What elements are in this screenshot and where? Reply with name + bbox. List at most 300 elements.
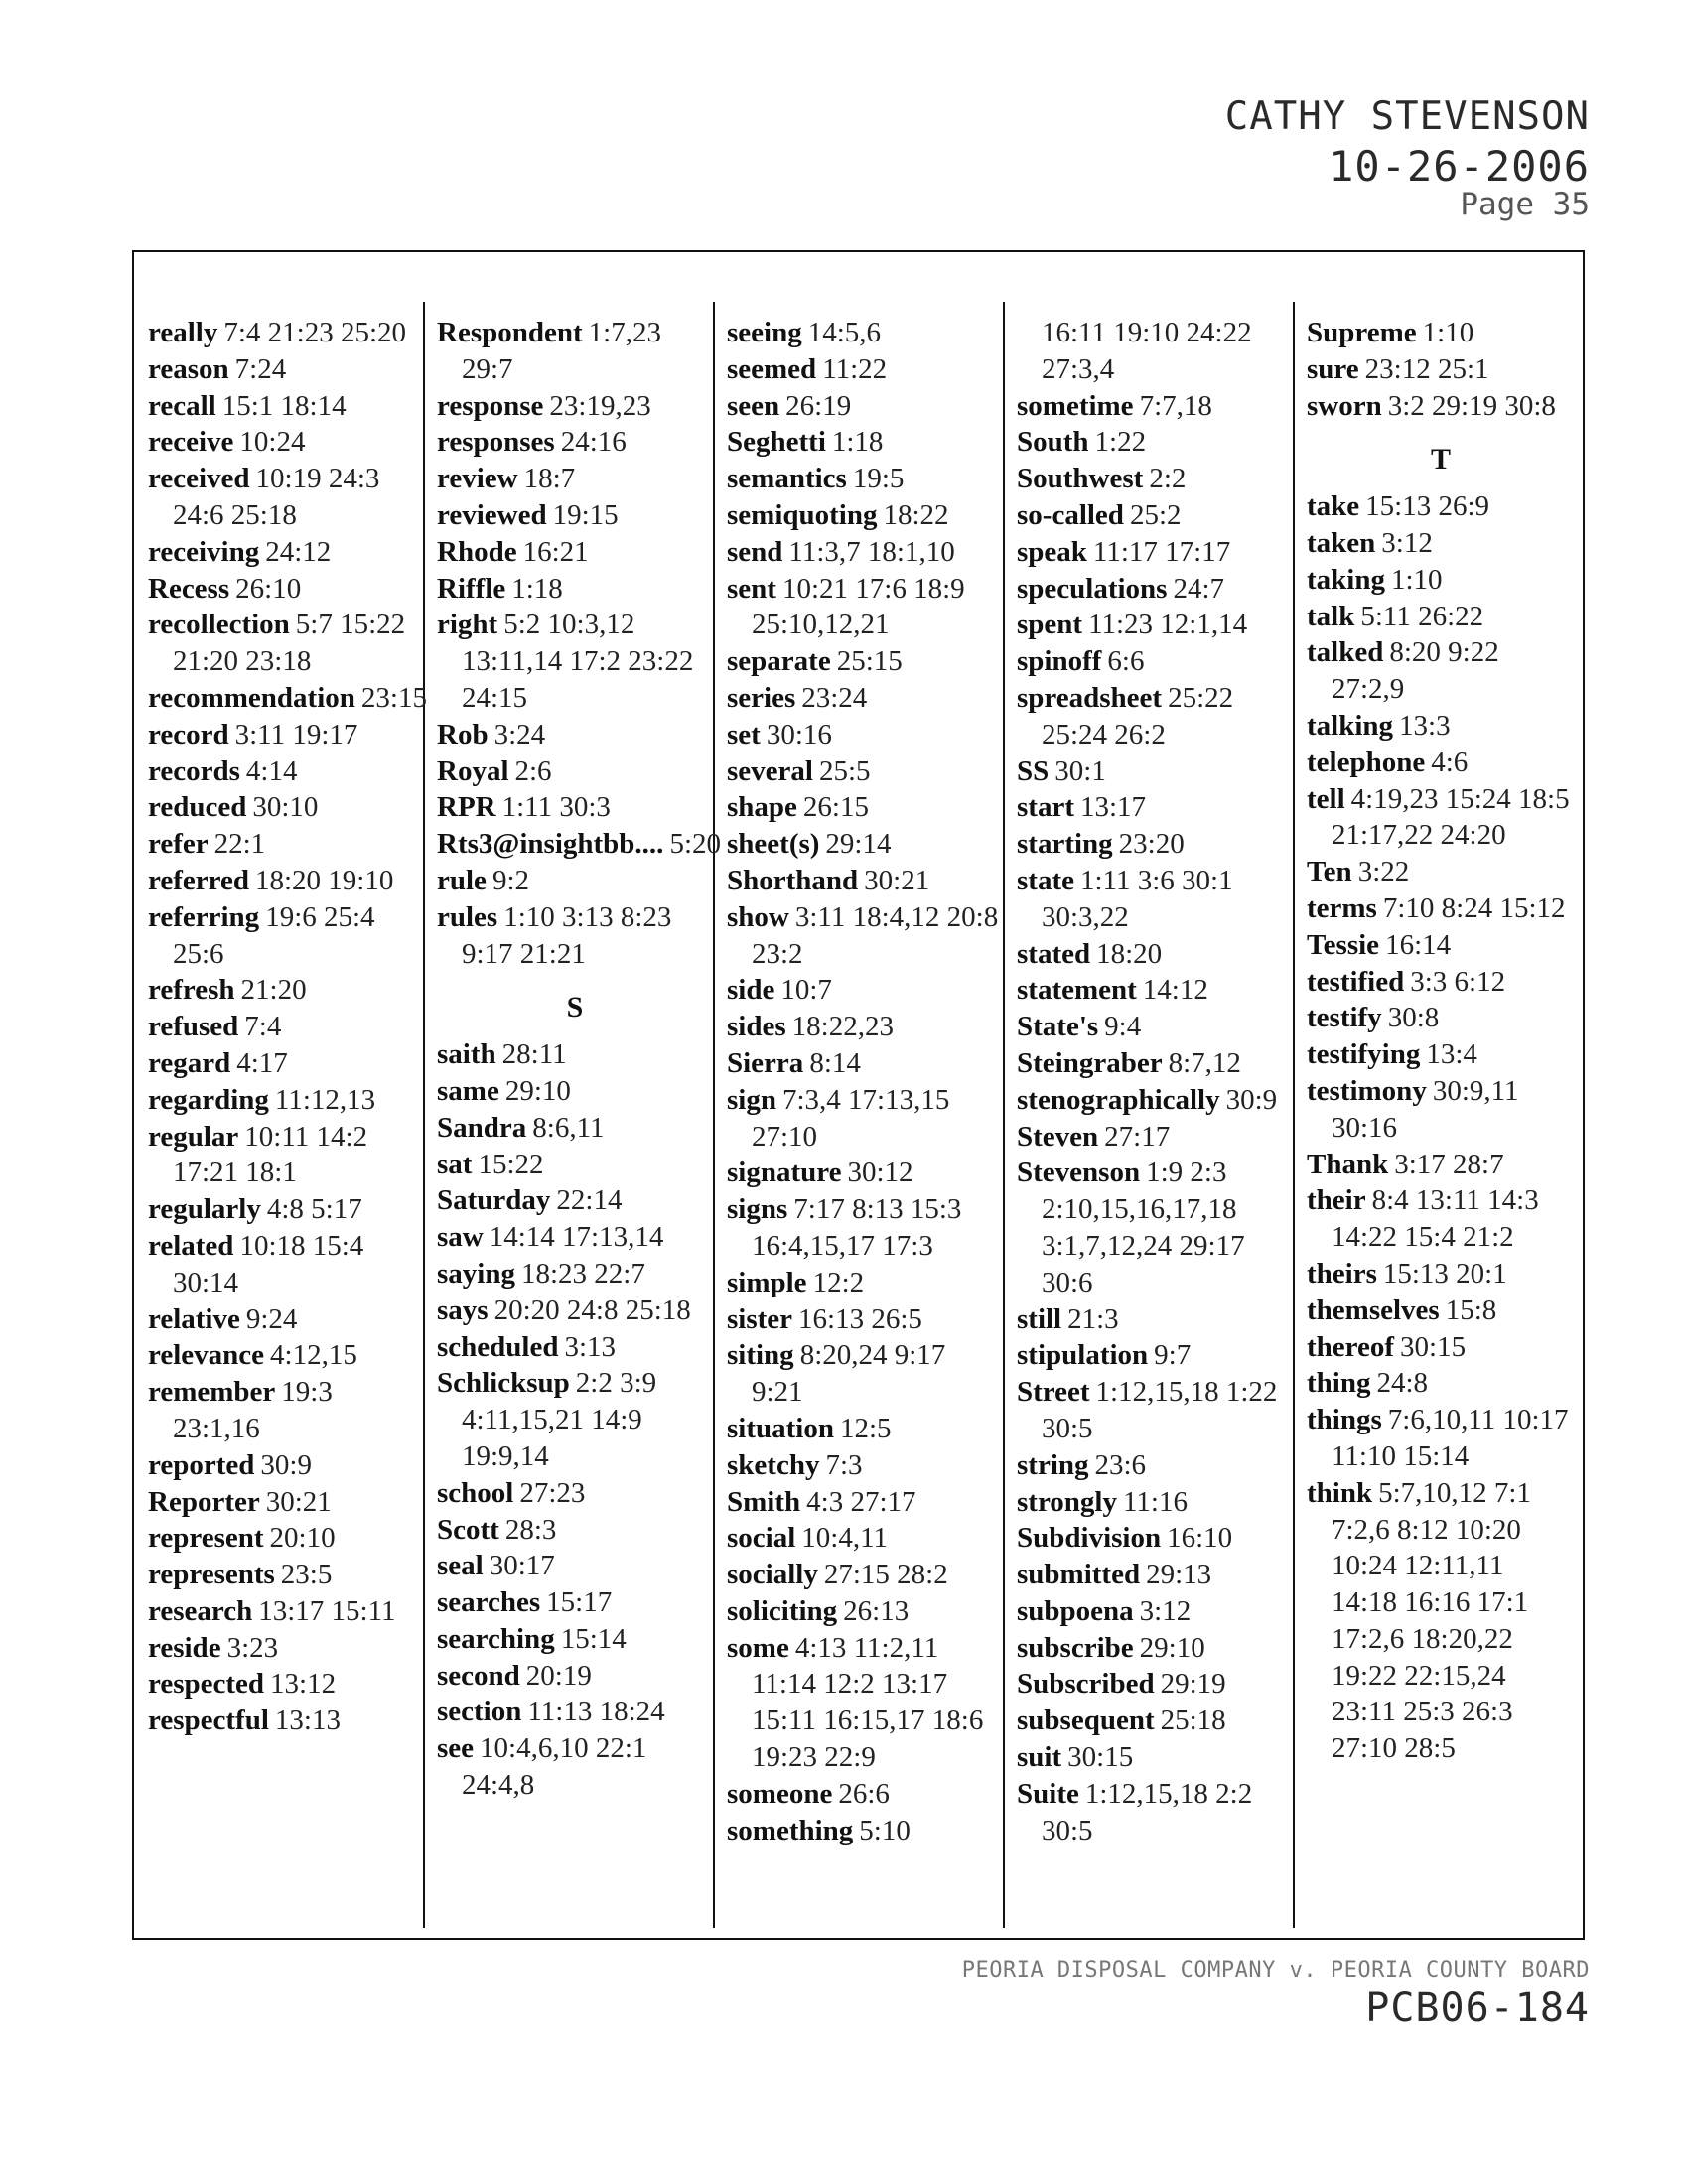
index-refs: 14:12 [1142,974,1208,1007]
index-term: Stevenson [1017,1157,1141,1189]
index-refs: 15:17 [546,1586,613,1619]
index-column-1 [148,315,427,1928]
index-term: sometime [1017,389,1134,422]
index-term: several [727,754,813,787]
index-refs: 18:23 22:7 [520,1257,645,1290]
index-entry [437,1584,713,1621]
index-entry [437,424,713,461]
index-entry [1017,863,1293,936]
index-term: some [727,1631,789,1664]
index-refs: 20:10 [269,1522,336,1555]
index-entry [727,461,1003,497]
index-refs: 18:22,23 [791,1011,894,1043]
index-entry [1017,680,1293,753]
index-entry [727,1045,1003,1082]
index-refs: 24:12 [265,535,332,568]
index-term: thing [1307,1367,1371,1400]
index-entry [1307,890,1575,927]
index-entry [437,717,713,753]
index-term: statement [1017,974,1137,1007]
index-entry [148,571,424,608]
index-refs: 4:6 [1431,746,1469,778]
index-term: submitted [1017,1559,1141,1591]
index-entry [148,1593,424,1630]
index-refs: 24:7 [1173,572,1225,605]
index-term: recommendation [148,681,355,714]
index-entry [1017,1484,1293,1521]
index-refs: 8:7,12 [1168,1046,1241,1079]
index-refs: 30:10 [252,791,319,824]
index-refs: 5:2 10:3,12 13:11,14 17:2 23:22 24:15 [462,609,694,714]
index-term: Southwest [1017,463,1144,495]
index-entry [1017,1593,1293,1630]
index-term: reason [148,352,229,385]
index-entry [437,899,713,973]
index-refs: 15:1 18:14 [221,389,347,422]
index-refs: 16:21 [522,535,589,568]
index-refs: 4:13 11:2,11 11:14 12:2 13:17 15:11 16:15,17 18:6 19:23 22:9 [752,1631,984,1774]
index-entry [437,1658,713,1695]
index-term: stipulation [1017,1339,1149,1372]
index-entry [437,534,713,571]
index-entry [727,1082,1003,1156]
index-term: Subdivision [1017,1522,1162,1555]
index-term: Seghetti [727,426,826,459]
index-entry [1307,351,1575,388]
index-term: represents [148,1559,275,1591]
index-refs: 16:10 [1167,1522,1233,1555]
index-term: represent [148,1522,264,1555]
index-term: reviewed [437,498,547,531]
index-refs: 9:24 [245,1302,298,1335]
index-entry [148,1119,424,1192]
index-term: signature [727,1157,842,1189]
index-refs: 23:24 [801,681,868,714]
index-entry [1017,1045,1293,1082]
index-refs: 1:10 [1422,317,1474,348]
index-refs: 30:9 [260,1448,312,1481]
index-refs: 25:5 [818,754,871,787]
case-number: PCB06-184 [1365,1985,1590,2031]
index-refs: 24:8 [1376,1367,1429,1400]
index-entry [437,1147,713,1183]
index-term: Reporter [148,1485,260,1518]
index-term: section [437,1696,522,1728]
index-refs: 7:10 8:24 15:12 [1382,891,1566,924]
index-term: regularly [148,1193,261,1226]
index-term: Street [1017,1376,1090,1409]
index-entry [437,1073,713,1110]
index-entry [148,826,424,863]
index-refs: 3:23 [226,1631,279,1664]
index-term: Tessie [1307,928,1380,961]
column-divider [1293,302,1295,1928]
index-entry [1307,1475,1575,1767]
index-refs: 3:24 [493,718,546,751]
index-refs: 3:11 19:17 [234,718,358,751]
index-refs: 3:2 29:19 30:8 [1387,389,1556,422]
index-refs: 18:20 [1096,937,1163,970]
index-entry [1307,1036,1575,1073]
index-entry [1017,1155,1293,1300]
index-term: tell [1307,782,1345,815]
index-entry [437,1694,713,1730]
index-term: spinoff [1017,645,1102,678]
index-term: reduced [148,791,247,824]
index-entry [1307,488,1575,525]
index-term: talk [1307,600,1355,632]
index-entry [148,753,424,790]
index-refs: 8:6,11 [532,1111,605,1144]
index-term: sister [727,1302,793,1335]
index-entry [1307,1182,1575,1256]
index-term: spent [1017,609,1083,641]
index-refs: 4:12,15 [270,1339,357,1372]
index-refs: 23:19,23 [549,389,651,422]
index-term: receiving [148,535,260,568]
index-term: saw [437,1221,484,1254]
index-entry [148,1191,424,1228]
index-refs: 29:13 [1146,1559,1212,1591]
index-entry [1307,854,1575,890]
index-term: regular [148,1120,239,1153]
index-refs: 13:12 [270,1668,337,1701]
index-column-5 [1307,315,1575,1928]
index-term: review [437,463,518,495]
index-term: send [727,535,783,568]
index-refs: 23:15 [360,681,427,714]
column-divider [1003,302,1005,1928]
index-refs: 7:17 8:13 15:3 16:4,15,17 17:3 [752,1193,962,1262]
index-term: Royal [437,754,509,787]
index-term: so-called [1017,498,1124,531]
index-term: records [148,754,240,787]
index-refs: 26:6 [838,1777,890,1810]
index-term: Schlicksup [437,1367,570,1400]
index-term: spreadsheet [1017,681,1163,714]
index-term: siting [727,1339,794,1372]
index-entry [1307,315,1575,351]
index-refs: 1:7,23 29:7 [462,317,661,385]
index-refs: 19:3 23:1,16 [173,1376,333,1444]
index-refs: 26:13 [843,1594,910,1627]
index-refs: 7:4 21:23 25:20 [223,317,407,348]
index-entry [148,1228,424,1301]
index-term: someone [727,1777,833,1810]
index-entry [727,497,1003,534]
index-term: stated [1017,937,1091,970]
index-term: sworn [1307,389,1382,422]
index-term: subpoena [1017,1594,1134,1627]
index-entry [148,680,427,717]
index-refs: 21:20 [240,974,307,1007]
index-term: talked [1307,636,1384,669]
index-term: theirs [1307,1257,1377,1290]
index-term: sketchy [727,1448,820,1481]
index-refs: 18:7 [523,463,576,495]
index-term: Scott [437,1513,499,1546]
index-term: semiquoting [727,498,878,531]
index-entry [727,424,1003,461]
index-term: Ten [1307,856,1352,888]
index-refs: 29:10 [504,1074,571,1107]
index-term: sheet(s) [727,828,820,861]
index-refs: 30:1 [1054,754,1106,787]
index-term: recollection [148,609,290,641]
index-entry [437,1329,713,1366]
index-term: sign [727,1083,776,1116]
index-refs: 7:24 [234,352,287,385]
index-column-2 [437,315,721,1928]
index-entry [148,1630,424,1667]
index-term: Respondent [437,317,583,348]
index-entry [148,607,424,680]
index-term: Thank [1307,1148,1389,1180]
index-term: State's [1017,1011,1099,1043]
index-refs: 15:13 20:1 [1382,1257,1507,1290]
index-entry [1307,1000,1575,1036]
index-entry [1017,424,1293,461]
index-entry [1307,562,1575,599]
index-term: signs [727,1193,788,1226]
index-term: talking [1307,709,1394,742]
index-entry [727,1813,1003,1849]
index-term: Rts3@insightbb.... [437,828,664,861]
index-entry [437,1730,713,1804]
index-entry [1307,1147,1575,1183]
index-refs: 3:12 [1381,526,1433,559]
index-refs: 12:5 [839,1412,892,1444]
index-refs: 11:13 18:24 [527,1696,665,1728]
index-term: regard [148,1046,231,1079]
index-refs: 11:17 17:17 [1092,535,1231,568]
index-entry [1017,1301,1293,1338]
index-refs: 30:9 [1225,1083,1278,1116]
index-term: seemed [727,352,817,385]
index-entry [727,1447,1003,1484]
index-entry [1307,927,1575,964]
index-entry [1017,753,1293,790]
index-term: sent [727,572,776,605]
index-term: their [1307,1184,1366,1217]
index-entry [148,461,424,534]
index-refs: 16:13 26:5 [798,1302,922,1335]
index-entry [1017,1776,1293,1849]
index-term: thereof [1307,1330,1395,1363]
index-term: reside [148,1631,221,1664]
index-term: referred [148,864,249,896]
index-entry [1017,826,1293,863]
index-entry [148,351,424,388]
index-refs: 5:20 [669,828,721,861]
index-entry [727,351,1003,388]
index-refs: 11:23 12:1,14 [1088,609,1248,641]
index-entry [437,388,713,425]
index-entry [148,388,424,425]
index-entry [148,1301,424,1338]
index-refs: 30:15 [1400,1330,1467,1363]
index-refs: 10:24 [239,426,306,459]
index-term: refresh [148,974,235,1007]
index-term: strongly [1017,1485,1117,1518]
index-entry [1307,708,1575,745]
index-refs: 14:5,6 [807,317,882,348]
index-refs: 1:12,15,18 1:22 30:5 [1042,1376,1278,1444]
index-term: subscribe [1017,1631,1134,1664]
index-refs: 16:11 19:10 24:22 27:3,4 [1042,317,1252,385]
index-term: seeing [727,317,802,348]
index-term: social [727,1522,796,1555]
index-term: show [727,900,789,933]
index-term: soliciting [727,1594,838,1627]
index-entry [1017,1557,1293,1593]
index-term: saith [437,1038,496,1071]
index-entry [1017,972,1293,1009]
index-term: receive [148,426,234,459]
index-refs: 23:12 25:1 [1364,352,1489,385]
index-term: Riffle [437,572,506,605]
index-refs: 14:14 17:13,14 [489,1221,664,1254]
index-entry [727,1337,1003,1411]
index-refs: 2:2 [1149,463,1187,495]
index-term: rule [437,864,487,896]
index-term: responses [437,426,555,459]
index-refs: 26:15 [802,791,869,824]
index-entry [148,972,424,1009]
index-entry [437,1256,713,1293]
index-term: school [437,1476,514,1509]
index-refs: 9:7 [1154,1339,1192,1372]
index-refs: 25:22 25:24 26:2 [1042,681,1234,751]
index-entry [1307,1402,1575,1475]
index-refs: 3:22 [1357,856,1410,888]
index-entry [1017,1009,1293,1045]
index-entry [148,1666,424,1703]
index-entry [1017,1374,1293,1447]
index-term: seen [727,389,780,422]
index-entry [437,1293,713,1329]
index-refs: 30:17 [489,1550,555,1582]
index-term: speculations [1017,572,1168,605]
index-refs: 28:3 [504,1513,557,1546]
index-refs: 5:7 15:22 21:20 23:18 [173,609,406,678]
index-entry [437,789,713,826]
index-term: response [437,389,544,422]
index-entry [727,753,1003,790]
index-refs: 13:13 [274,1705,341,1737]
index-entry [1017,1119,1293,1156]
index-entry [727,534,1003,571]
index-entry [1017,534,1293,571]
index-term: right [437,609,498,641]
index-term: Steingraber [1017,1046,1163,1079]
index-refs: 7:3 [825,1448,863,1481]
index-refs: 13:17 [1079,791,1147,824]
index-entry [437,1219,713,1256]
index-term: seal [437,1550,484,1582]
index-refs: 7:4 [244,1011,282,1043]
index-entry [437,1182,713,1219]
index-entry [148,899,424,973]
index-entry [437,315,713,388]
index-term: refused [148,1011,239,1043]
index-term: something [727,1814,854,1846]
index-refs: 13:3 [1399,709,1451,742]
index-refs: 11:16 [1122,1485,1188,1518]
index-term: starting [1017,828,1113,861]
index-refs: 7:3,4 17:13,15 27:10 [752,1083,950,1153]
index-term: record [148,718,229,751]
index-refs: 3:11 18:4,12 20:8 23:2 [752,900,999,970]
index-entry [1307,1293,1575,1329]
index-entry [727,643,1003,680]
index-entry [437,1548,713,1584]
index-entry [1307,781,1575,855]
index-entry [437,826,721,863]
index-refs: 1:11 30:3 [501,791,611,824]
index-refs: 25:18 [1160,1705,1226,1737]
index-term: reported [148,1448,255,1481]
index-refs: 1:18 [831,426,884,459]
index-term: respected [148,1668,265,1701]
index-entry [437,1365,713,1474]
index-column-3 [727,315,1003,1928]
index-entry [148,863,424,899]
index-refs: 5:7,10,12 7:1 7:2,6 8:12 10:20 10:24 12:11,11 14:18 16:16 17:1 17:2,6 18:20,22 19:22 22:15,24 23:11 25:3 26:3 27:10 28:5 [1332,1476,1531,1765]
index-entry [727,1009,1003,1045]
index-refs: 15:14 [560,1622,627,1655]
index-entry [1307,1073,1575,1147]
index-refs: 12:2 [812,1266,865,1298]
index-term: side [727,974,775,1007]
index-term: relevance [148,1339,265,1372]
index-term: same [437,1074,499,1107]
index-term: sides [727,1011,786,1043]
index-refs: 10:11 14:2 17:21 18:1 [173,1120,368,1189]
index-entry [1307,745,1575,781]
index-refs: 25:15 [836,645,903,678]
index-entry [1017,1082,1293,1119]
index-term: taken [1307,526,1376,559]
index-term: searching [437,1622,555,1655]
index-term: searches [437,1586,541,1619]
index-term: Steven [1017,1120,1099,1153]
index-entry [437,497,713,534]
column-divider [713,302,715,1928]
index-entry [148,1045,424,1082]
index-entry [727,388,1003,425]
index-entry [148,789,424,826]
index-entry [148,1447,424,1484]
index-refs: 10:4,11 [801,1522,889,1555]
index-refs: 11:22 [822,352,888,385]
index-refs: 24:16 [560,426,627,459]
index-entry [1307,1365,1575,1402]
index-entry [1307,1256,1575,1293]
index-refs: 4:14 [245,754,298,787]
index-term: RPR [437,791,496,824]
index-entry [727,1155,1003,1191]
index-column-4 [1017,315,1293,1928]
index-entry [727,680,1003,717]
index-refs: 11:12,13 [274,1083,376,1116]
index-refs: 7:6,10,11 10:17 11:10 15:14 [1332,1404,1569,1472]
index-term: still [1017,1302,1062,1335]
index-refs: 18:22 [883,498,949,531]
index-term: set [727,718,761,751]
index-term: series [727,681,796,714]
index-term: SS [1017,754,1050,787]
